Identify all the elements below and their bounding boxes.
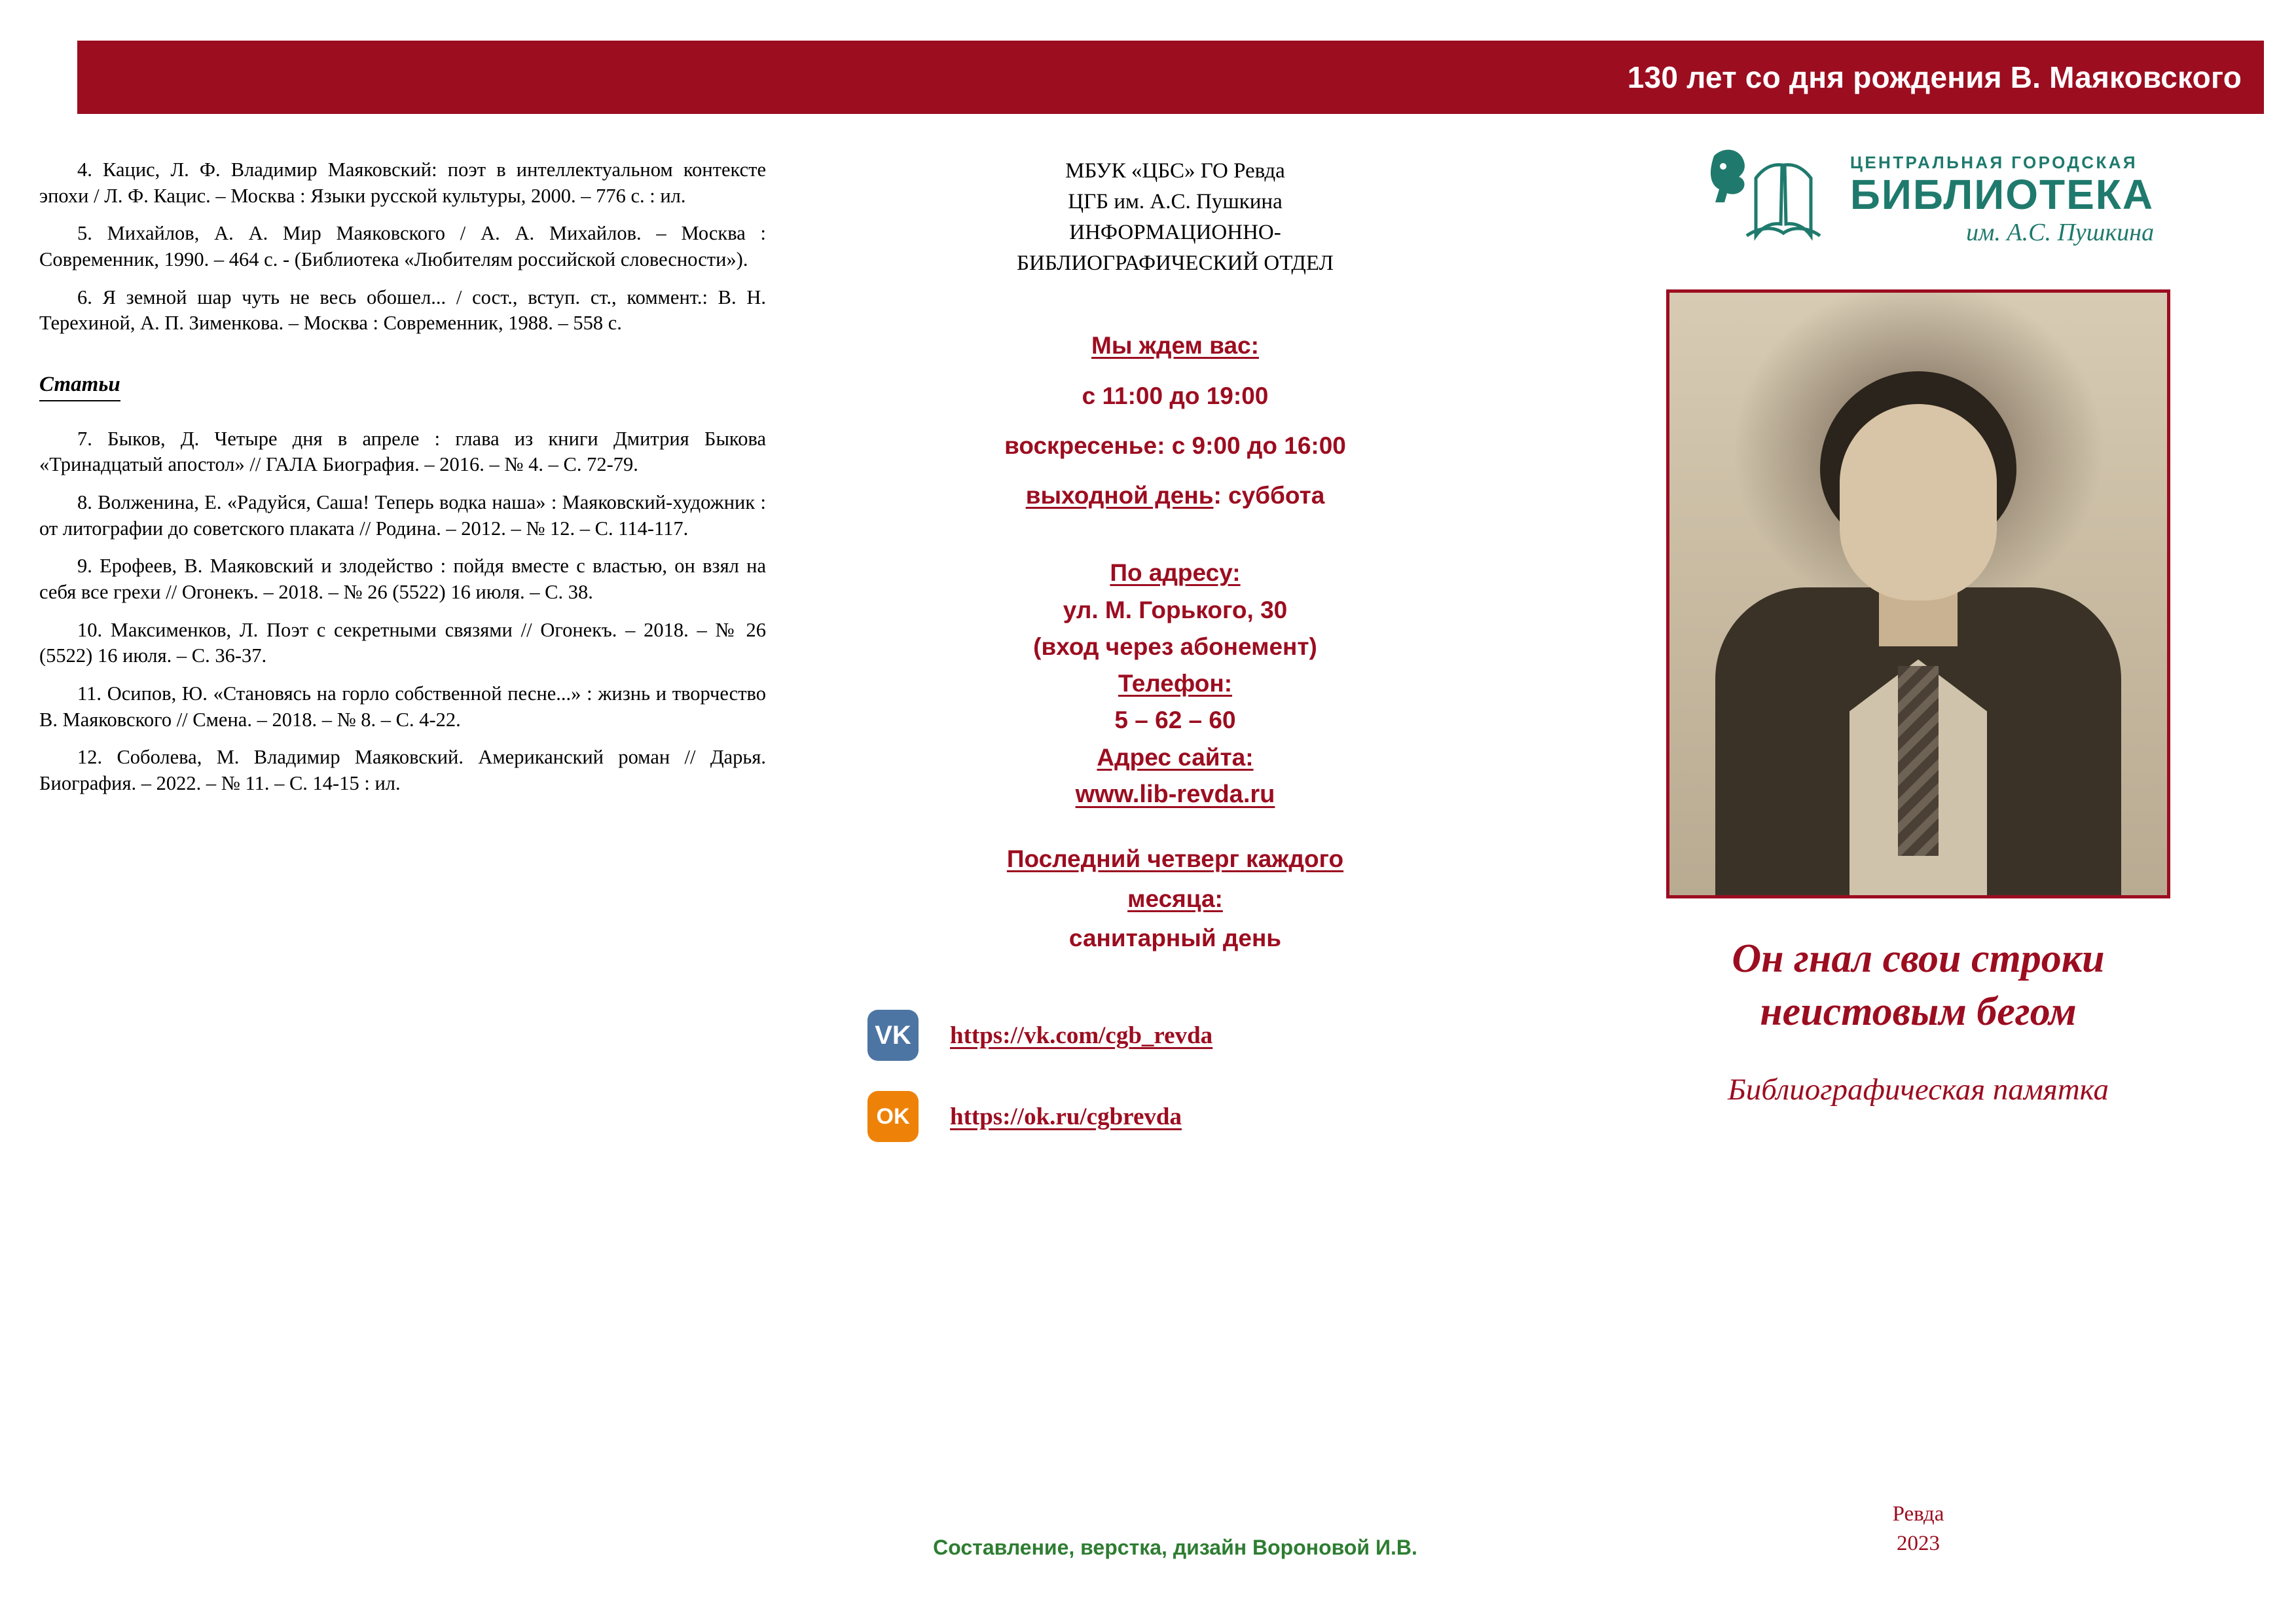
articles-section-heading-wrap <box>39 354 766 415</box>
hours-sunday: воскресенье: с 9:00 до 16:00 <box>1004 432 1346 459</box>
sanitary-line-1: Последний четверг каждого <box>1006 845 1344 873</box>
contact-column <box>789 156 1561 1172</box>
site-label: Адрес сайта: <box>1097 743 1254 771</box>
imprint-place <box>1578 1500 2259 1558</box>
hours-dayoff-value: : суббота <box>1213 482 1325 509</box>
hours-heading: Мы ждем вас: <box>1091 332 1259 360</box>
bibliography-entry: 4. Кацис, Л. Ф. Владимир Маяковский: поэт в интеллектуальном контексте эпохи / Л. Ф. Кацис. – Москва : Языки русской культуры, 2000. – 776 с. : ил. <box>39 158 766 207</box>
vk-url[interactable]: https://vk.com/cgb_revda <box>950 1022 1213 1049</box>
article-entry: 8. Волженина, Е. «Радуйся, Саша! Теперь водка наша» : Маяковский-художник : от литографии до советского плаката // Родина. – 2012. – № 12. – С. 114-117. <box>39 491 766 540</box>
bibliography-column <box>39 157 766 808</box>
article-entry: 10. Максименков, Л. Поэт с секретными связями // Огонекъ. – 2018. – № 26 (5522) 16 июля. – С. 36-37. <box>39 618 766 667</box>
sanitary-line-2: месяца: <box>1127 885 1223 912</box>
address-street: ул. М. Горького, 30 <box>1063 596 1288 623</box>
ok-icon[interactable]: OK <box>867 1091 919 1142</box>
address-block <box>789 558 1561 810</box>
logo-line-3: им. А.С. Пушкина <box>1966 219 2155 247</box>
slogan-line-2: неистовым бегом <box>1760 989 2077 1034</box>
phone-label: Телефон: <box>1118 670 1233 697</box>
hours-weekday: с 11:00 до 19:00 <box>1082 382 1269 409</box>
hours-dayoff <box>789 481 1561 511</box>
articles-section-heading: Статьи <box>39 371 120 401</box>
header-banner <box>51 41 2264 114</box>
vk-icon[interactable]: VK <box>867 1010 919 1061</box>
social-row-ok[interactable] <box>867 1091 1561 1142</box>
bibliography-entry: 6. Я земной шар чуть не весь обошел... / сост., вступ. ст., коммент.: В. Н. Терехиной, А. П. Зименкова. – Москва : Современник, 1988. – 558 с. <box>39 286 766 335</box>
address-entrance: (вход через абонемент) <box>1033 633 1317 660</box>
ok-url[interactable]: https://ok.ru/cgbrevda <box>950 1103 1182 1130</box>
bibliography-entry: 5. Михайлов, А. А. Мир Маяковского / А. А. Михайлов. – Москва : Современник, 1990. – 464 с. - (Библиотека «Любителям российской словесности»). <box>39 222 766 270</box>
site-url[interactable]: www.lib-revda.ru <box>1075 780 1275 808</box>
article-entry: 9. Ерофеев, В. Маяковский и злодейство : пойдя вместе с властью, он взял на себя все грехи // Огонекъ. – 2018. – № 26 (5522) 16 июля. – С. 38. <box>39 555 766 603</box>
cover-slogan <box>1578 932 2259 1038</box>
org-line-1: МБУК «ЦБС» ГО Ревда <box>1065 159 1285 183</box>
social-row-vk[interactable] <box>867 1010 1561 1061</box>
portrait-photo <box>1666 289 2170 898</box>
imprint-year: 2023 <box>1897 1531 1940 1555</box>
article-entry: 7. Быков, Д. Четыре дня в апреле : глава из книги Дмитрия Быкова «Тринадцатый апостол» // ГАЛА Биография. – 2016. – № 4. – С. 72-79. <box>39 427 766 476</box>
library-logo-text <box>1850 153 2154 247</box>
logo-line-2: БИБЛИОТЕКА <box>1850 170 2155 218</box>
article-entry: 12. Соболева, М. Владимир Маяковский. Американский роман // Дарья. Биография. – 2022. – № 11. – С. 14-15 : ил. <box>39 746 766 794</box>
org-line-2: ЦГБ им. А.С. Пушкина <box>1068 189 1283 213</box>
organization-block <box>789 156 1561 278</box>
sanitary-line-3: санитарный день <box>1068 924 1282 951</box>
sanitary-day-block <box>789 844 1561 953</box>
opening-hours-block <box>789 331 1561 511</box>
org-line-4: БИБЛИОГРАФИЧЕСКИЙ ОТДЕЛ <box>1017 251 1334 275</box>
slogan-line-1: Он гнал свои строки <box>1732 936 2105 981</box>
library-logo <box>1578 138 2259 262</box>
imprint-city: Ревда <box>1892 1502 1944 1526</box>
hours-dayoff-label: выходной день <box>1025 482 1214 509</box>
phone-number: 5 – 62 – 60 <box>1114 707 1236 734</box>
article-entry: 11. Осипов, Ю. «Становясь на горло собственной песне...» : жизнь и творчество В. Маяковского // Смена. – 2018. – № 8. – С. 4-22. <box>39 682 766 731</box>
banner-left-notch <box>51 41 77 114</box>
logo-line-1: ЦЕНТРАЛЬНАЯ ГОРОДСКАЯ <box>1850 152 2138 172</box>
cover-subtitle: Библиографическая памятка <box>1728 1073 2109 1107</box>
library-logo-icon <box>1683 144 1833 255</box>
credits-line: Составление, верстка, дизайн Вороновой И.В. <box>933 1536 1417 1559</box>
social-links <box>789 1010 1561 1142</box>
cover-column <box>1578 138 2259 1107</box>
address-heading: По адресу: <box>1110 559 1241 587</box>
org-line-3: ИНФОРМАЦИОННО- <box>1069 220 1281 244</box>
banner-title: 130 лет со дня рождения В. Маяковского <box>1627 60 2242 94</box>
